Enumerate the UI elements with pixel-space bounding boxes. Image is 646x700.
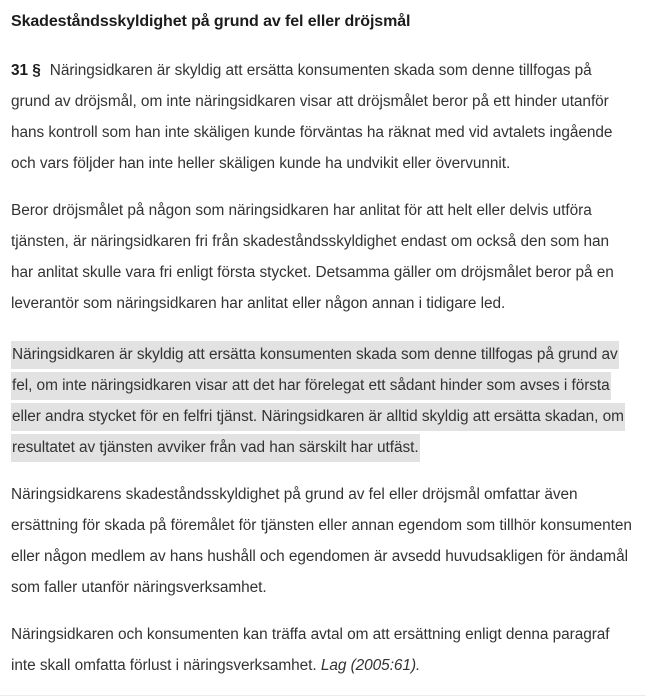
paragraph-4: Näringsidkarens skadeståndsskyldighet på grund av fel eller dröjsmål omfattar även ersättning för skada på föremålet för tjänsten eller annan egendom som tillhör konsumenten eller någon medlem av hans hushåll och egendomen är avsedd huvudsakligen för ändamål som faller utanför näringsverksamhet. — [11, 486, 632, 596]
paragraph-1-text: Näringsidkaren är skyldig att ersätta konsumenten skada som denne tillfogas på grund av dröjsmål, om inte näringsidkaren visar att dröjsmålet beror på ett hinder utanför hans kontroll som han inte skäligen kunde förväntas ha räknat med vid avtalets ingående och vars följder han inte heller skäligen kunde ha undvikit eller övervunnit. — [11, 62, 613, 172]
paragraph-1 — [11, 33, 633, 179]
paragraph-5-text: Näringsidkaren och konsumenten kan träffa avtal om att ersättning enligt denna paragraf inte skall omfatta förlust i näringsverksamhet. — [11, 626, 610, 674]
paragraph-2: Beror dröjsmålet på någon som näringsidkaren har anlitat för att helt eller delvis utföra tjänsten, är näringsidkaren fri från skadeståndsskyldighet endast om också den som han har anlitat skulle vara fri enligt första stycket. Detsamma gäller om dröjsmålet beror på en leverantör som näringsidkaren har anlitat eller någon annan i tidigare led. — [11, 202, 614, 312]
section-marker: 31 § — [11, 62, 41, 79]
law-reference: Lag (2005:61). — [320, 657, 421, 674]
bottom-divider — [0, 695, 646, 696]
page-title: Skadeståndsskyldighet på grund av fel eller dröjsmål — [11, 13, 411, 30]
highlighted-text: Näringsidkaren är skyldig att ersätta konsumenten skada som denne tillfogas på grund av fel, om inte näringsidkaren visar att det har förelegat ett sådant hinder som avses i första eller andra stycket för en felfri tjänst. Näringsidkaren är alltid skyldig att ersätta skadan, om resultatet av tjänsten avviker från vad han särskilt har utfäst. — [11, 341, 625, 462]
paragraph-5 — [11, 603, 633, 681]
paragraph-3-highlighted — [11, 319, 633, 463]
